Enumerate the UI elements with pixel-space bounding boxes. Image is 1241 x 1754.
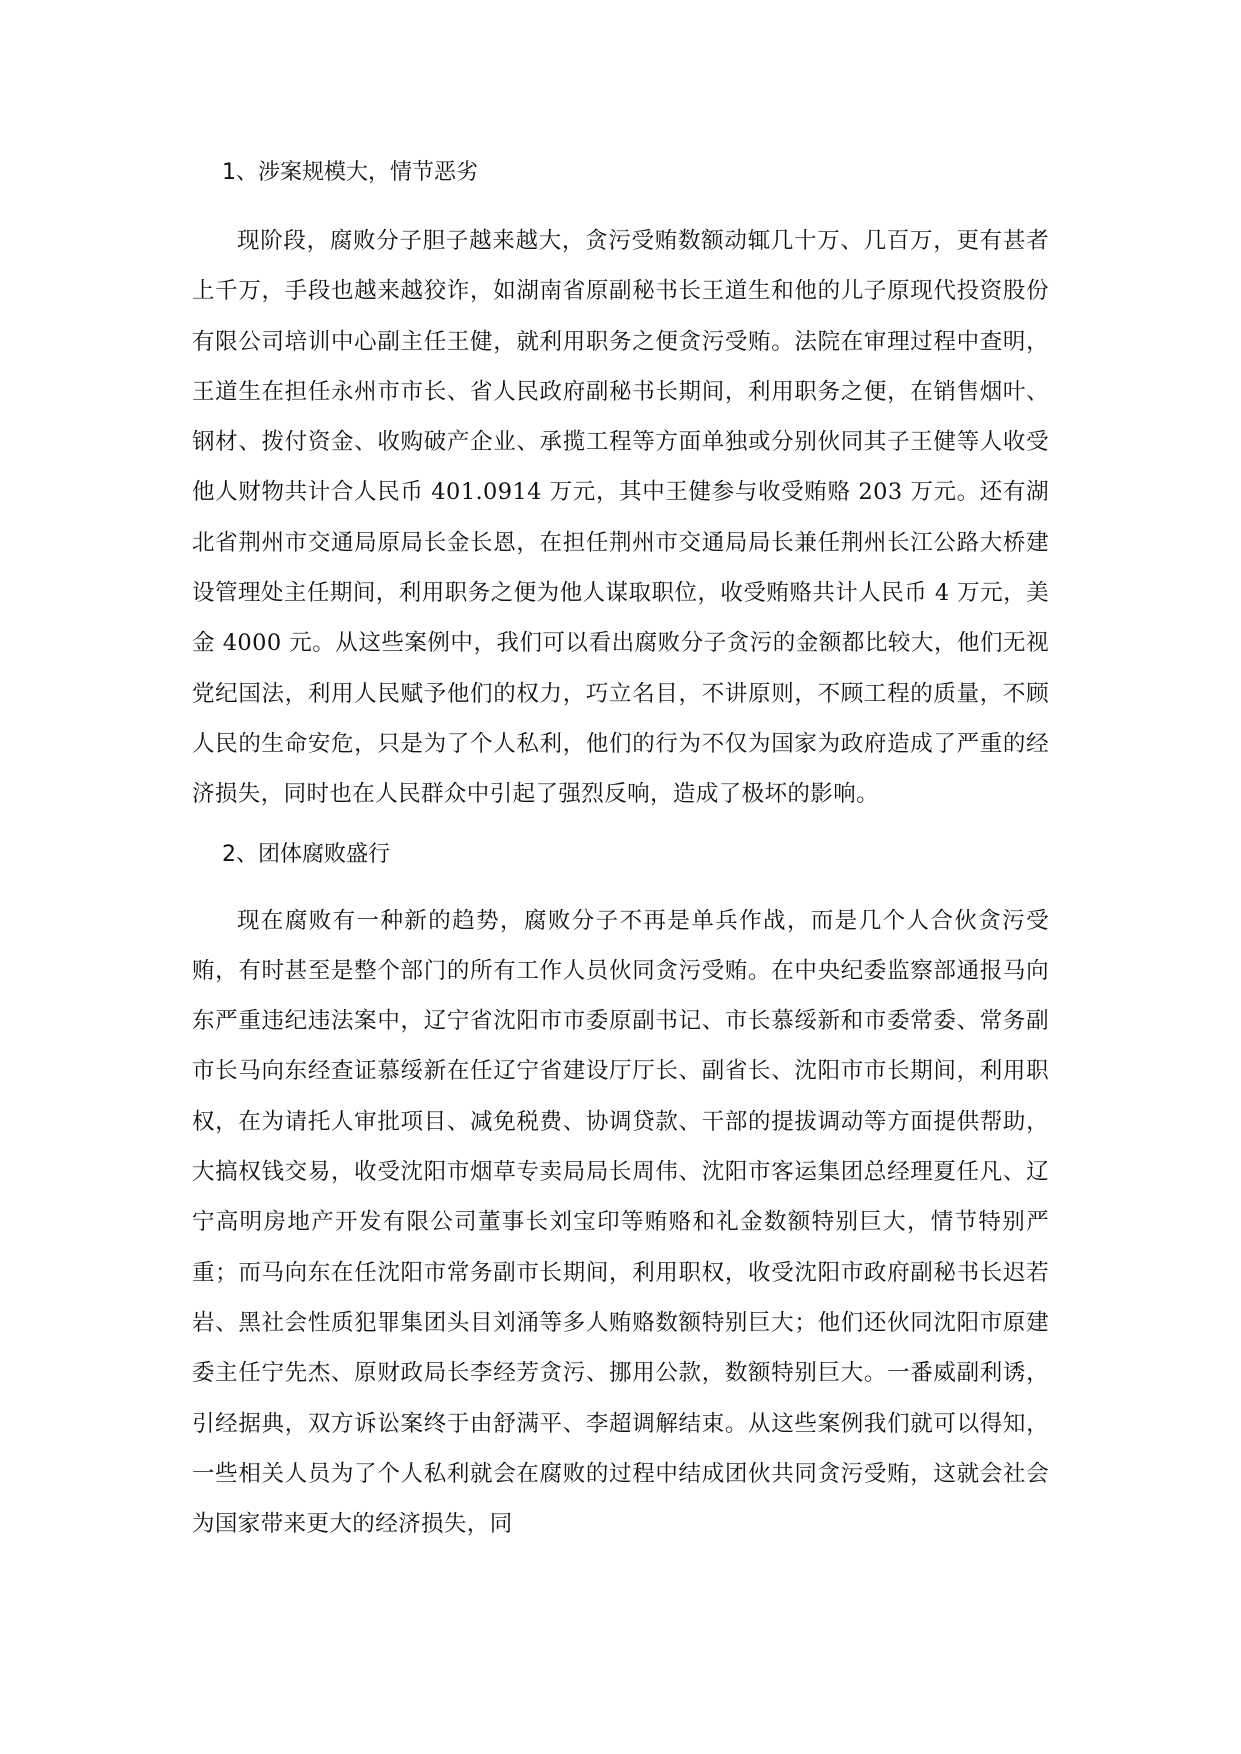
section-heading-2: 2、团体腐败盛行 xyxy=(222,841,390,867)
document-body xyxy=(192,158,1049,1549)
section-heading-1: 1、涉案规模大，情节恶劣 xyxy=(222,160,478,185)
section-paragraph-1: 现阶段，腐败分子胆子越来越大，贪污受贿数额动辄几十万、几百万，更有甚者上千万，手段也越来越狡诈，如湖南省原副秘书长王道生和他的儿子原现代投资股份有限公司培训中心副主任王健，就利用职务之便贪污受贿。法院在审理过程中查明，王道生在担任永州市市长、省人民政府副秘书长期间，利用职务之便，在销售烟叶、钢材、拨付资金、收购破产企业、承揽工程等方面单独或分别伙同其子王健等人收受他人财物共计合人民币 401.0914 万元，其中王健参与收受贿赂 203 万元。还有湖北省荆州市交通局原局长金长恩，在担任荆州市交通局局长兼任荆州长江公路大桥建设管理处主任期间，利用职务之便为他人谋取职位，收受贿赂共计人民币 4 万元，美金 4000 元。从这些案例中，我们可以看出腐败分子贪污的金额都比较大，他们无视党纪国法，利用人民赋予他们的权力，巧立名目，不讲原则，不顾工程的质量，不顾人民的生命安危，只是为了个人私利，他们的行为不仅为国家为政府造成了严重的经济损失，同时也在人民群众中引起了强烈反响，造成了极坏的影响。 xyxy=(192,228,1049,808)
section-paragraph-2: 现在腐败有一种新的趋势，腐败分子不再是单兵作战，而是几个人合伙贪污受贿，有时甚至是整个部门的所有工作人员伙同贪污受贿。在中央纪委监察部通报马向东严重违纪违法案中，辽宁省沈阳市市委原副书记、市长慕绥新和市委常委、常务副市长马向东经查证慕绥新在任辽宁省建设厅厅长、副省长、沈阳市市长期间，利用职权，在为请托人审批项目、减免税费、协调贷款、干部的提拔调动等方面提供帮助，大搞权钱交易，收受沈阳市烟草专卖局局长周伟、沈阳市客运集团总经理夏任凡、辽宁高明房地产开发有限公司董事长刘宝印等贿赂和礼金数额特别巨大，情节特别严重；而马向东在任沈阳市常务副市长期间，利用职权，收受沈阳市政府副秘书长迟若岩、黑社会性质犯罪集团头目刘涌等多人贿赂数额特别巨大；他们还伙同沈阳市原建委主任宁先杰、原财政局长李经芳贪污、挪用公款，数额特别巨大。一番威副利诱，引经据典，双方诉讼案终于由舒满平、李超调解结束。从这些案例我们就可以得知，一些相关人员为了个人私利就会在腐败的过程中结成团伙共同贪污受贿，这就会社会为国家带来更大的经济损失，同 xyxy=(192,907,1049,1538)
